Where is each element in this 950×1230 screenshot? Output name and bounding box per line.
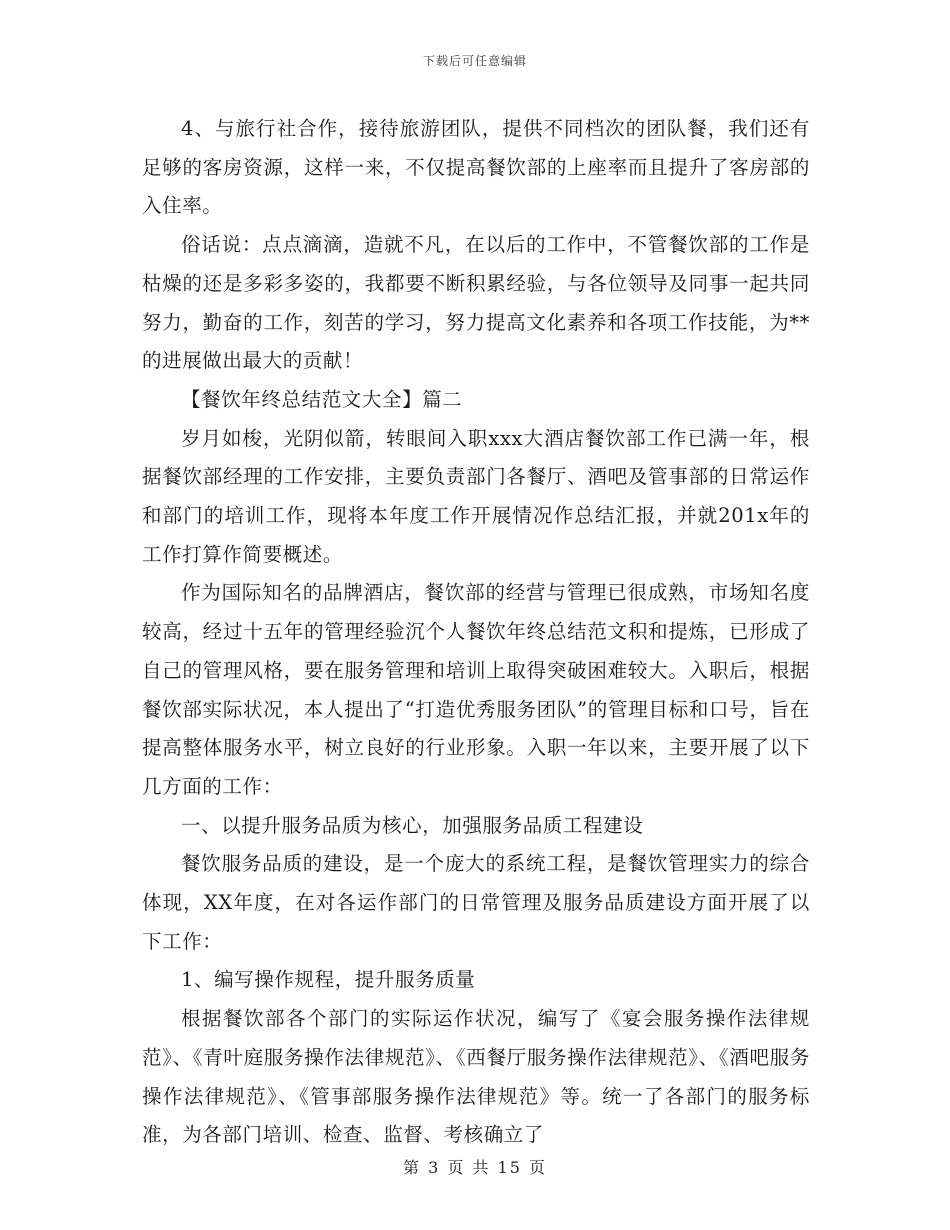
document-body: [142, 110, 810, 1155]
paragraph-brand-hotel-management: 作为国际知名的品牌酒店，餐饮部的经营与管理已很成熟，市场知名度较高，经过十五年的管理经验沉个人餐饮年终总结范文积和提炼，已形成了自己的管理风格，要在服务管理和培训上取得突破困难较大。入职后，根据餐饮部实际状况，本人提出了“打造优秀服务团队”的管理目标和口号，旨在提高整体服务水平，树立良好的行业形象。入职一年以来，主要开展了以下几方面的工作：: [142, 581, 810, 798]
page-header-note: 下载后可任意编辑: [422, 54, 527, 68]
paragraph-cooperation-travel-agency: 4、与旅行社合作，接待旅游团队，提供不同档次的团队餐，我们还有足够的客房资源，这样一来，不仅提高餐饮部的上座率而且提升了客房部的入住率。: [142, 117, 810, 218]
paragraph-proverb-conclusion: 俗话说：点点滴滴，造就不凡，在以后的工作中，不管餐饮部的工作是枯燥的还是多彩多姿的，我都要不断积累经验，与各位领导及同事一起共同努力，勤奋的工作，刻苦的学习，努力提高文化素养和各项工作技能，为**的进展做出最大的贡献！: [142, 233, 810, 373]
page-number-footer: 第 3 页 共 15 页: [403, 1158, 547, 1177]
paragraph-operation-standards: 根据餐饮部各个部门的实际运作状况，编写了《宴会服务操作法律规范》、《青叶庭服务操作法律规范》、《西餐厅服务操作法律规范》、《酒吧服务操作法律规范》、《管事部服务操作法律规范》等。统一了各部门的服务标准，为各部门培训、检查、监督、考核确立了: [142, 1007, 810, 1147]
paragraph-service-quality-construction: 餐饮服务品质的建设，是一个庞大的系统工程，是餐饮管理实力的综合体现，XX年度，在对各运作部门的日常管理及服务品质建设方面开展了以下工作：: [142, 852, 810, 953]
subheading-service-quality: 一、以提升服务品质为核心，加强服务品质工程建设: [181, 813, 644, 837]
paragraph-year-review-intro: 岁月如梭，光阴似箭，转眼间入职xxx大酒店餐饮部工作已满一年，根据餐饮部经理的工作安排，主要负责部门各餐厅、酒吧及管事部的日常运作和部门的培训工作，现将本年度工作开展情况作总结汇报，并就201x年的工作打算作简要概述。: [142, 426, 810, 566]
section-heading-part-two: 【餐饮年终总结范文大全】篇二: [181, 387, 463, 411]
subheading-operation-procedures: 1、编写操作规程，提升服务质量: [181, 968, 476, 992]
